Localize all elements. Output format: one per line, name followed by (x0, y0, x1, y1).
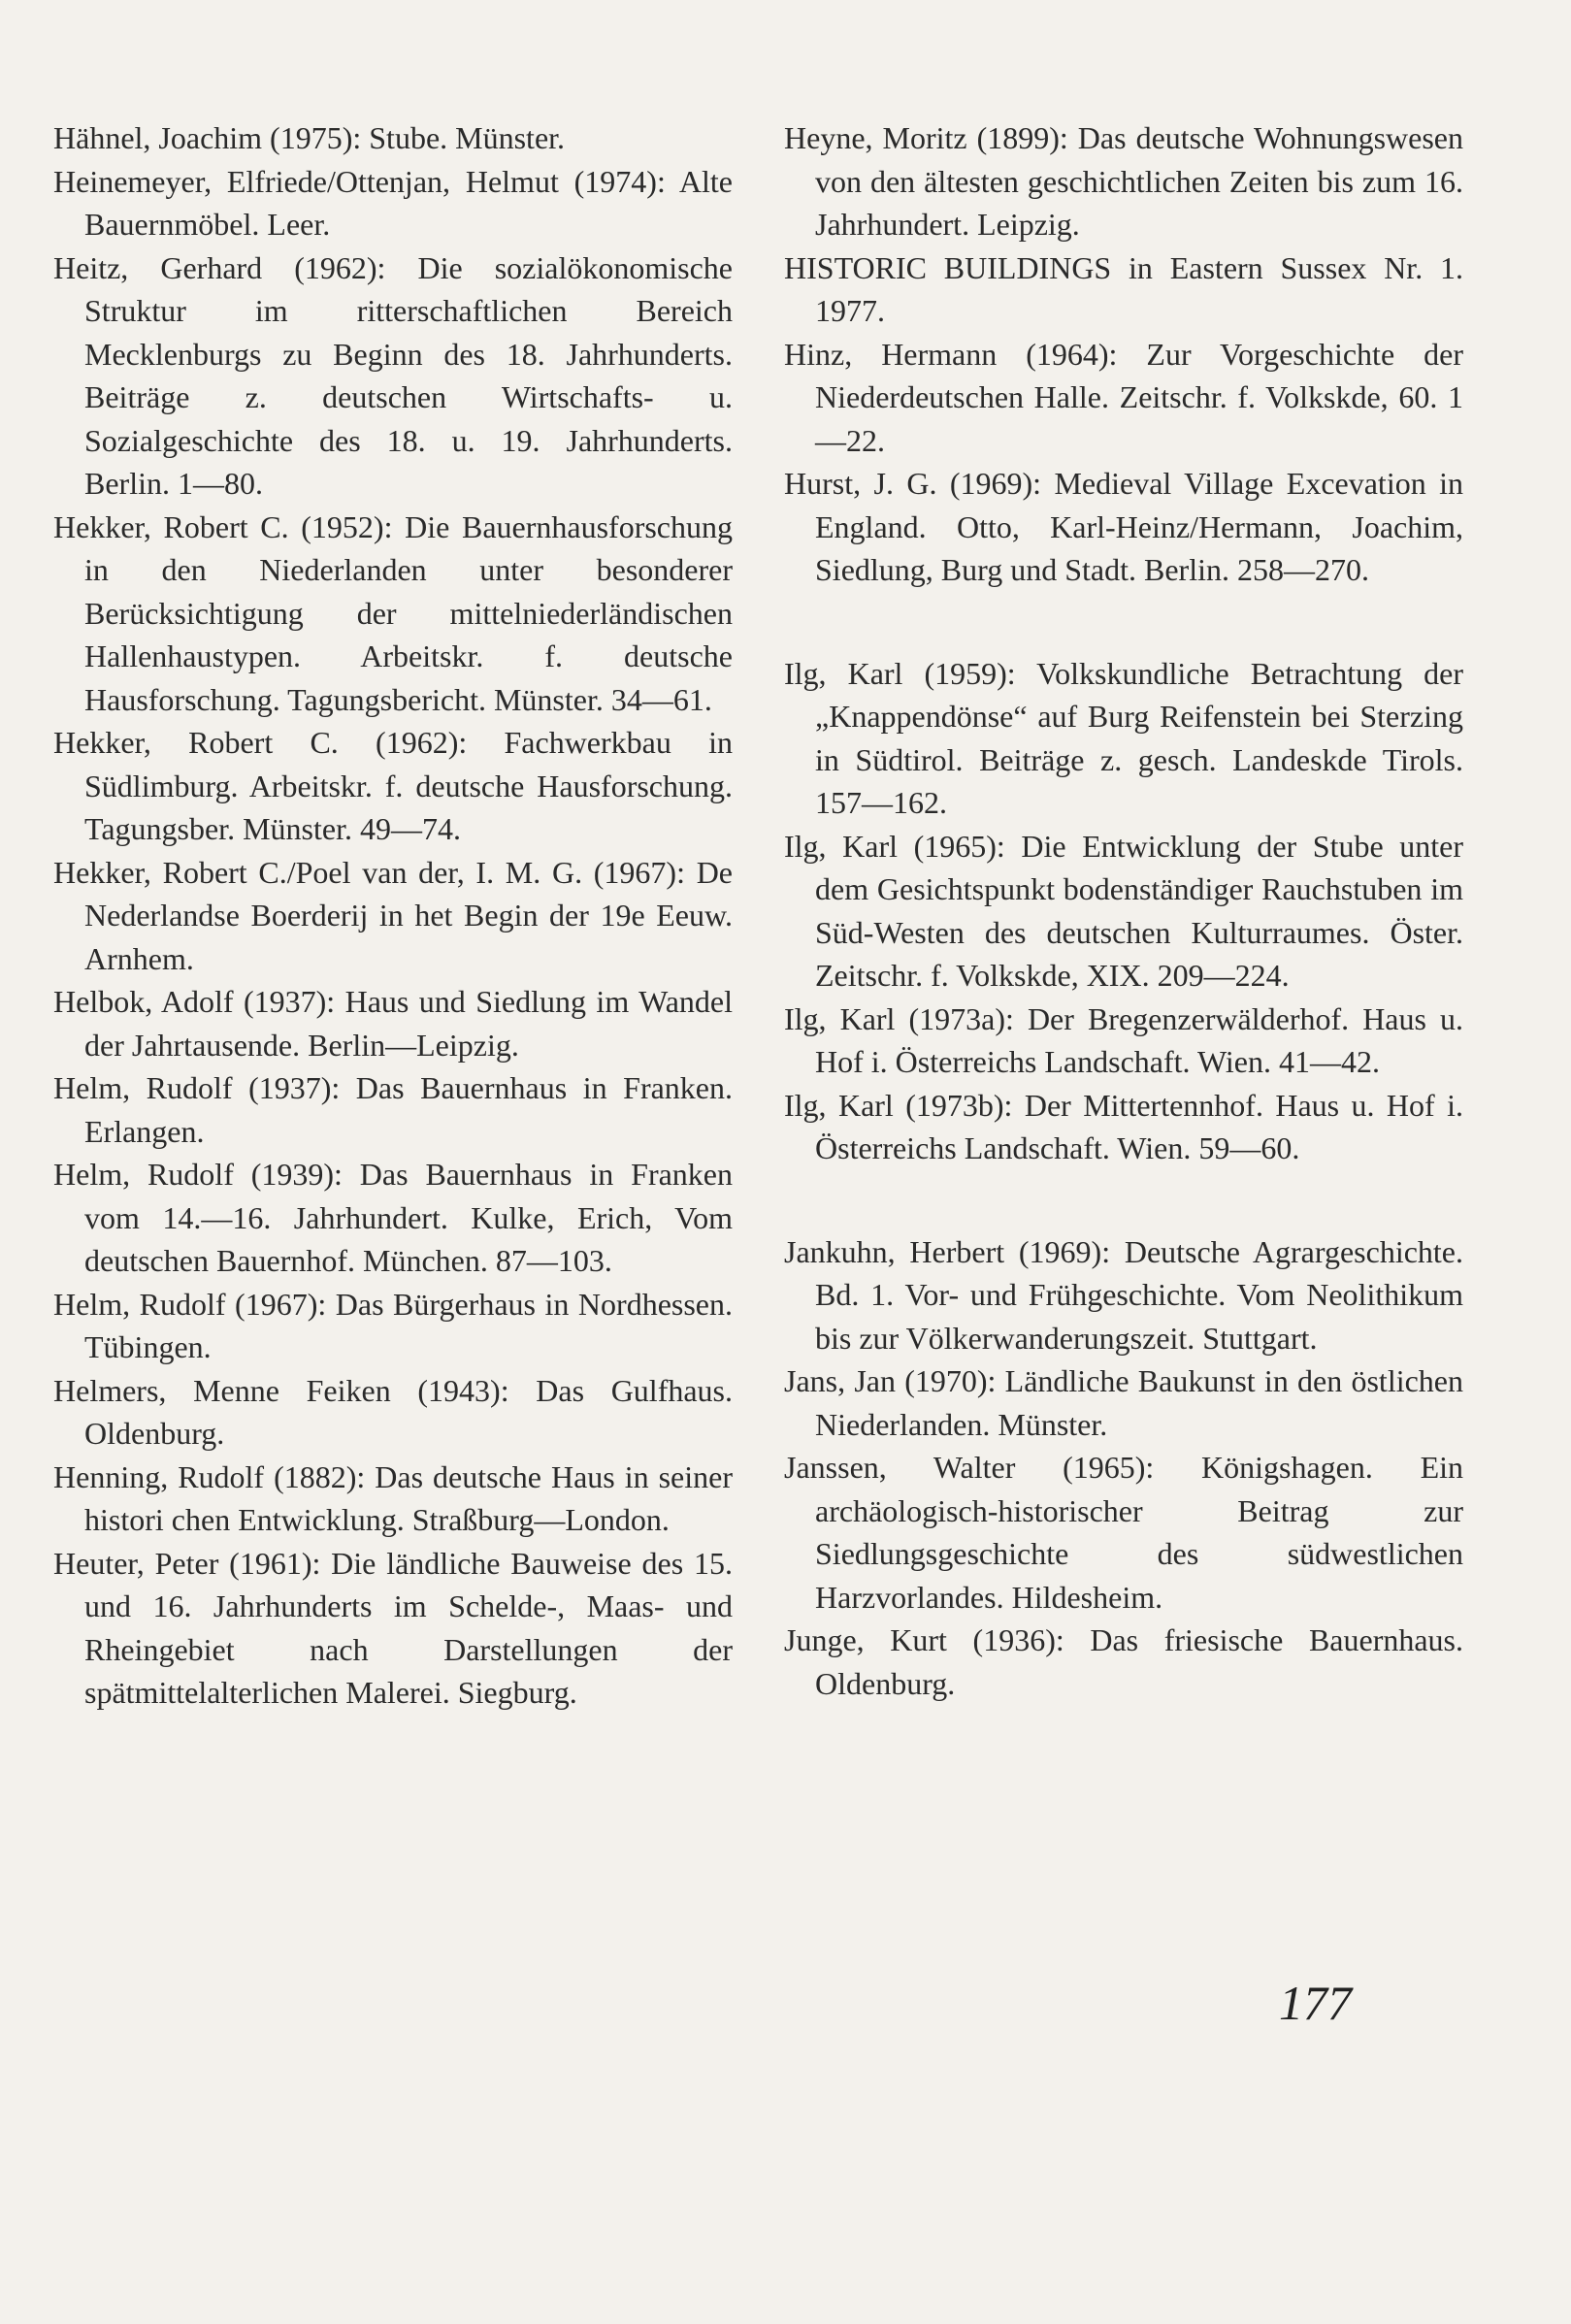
bibliography-entry: Ilg, Karl (1973b): Der Mittertennhof. Haus u. Hof i. Österreichs Landschaft. Wien. 59—60. (784, 1087, 1463, 1165)
bibliography-entry: Henning, Rudolf (1882): Das deutsche Haus in seiner histori chen Entwicklung. Straßburg—London. (53, 1458, 733, 1537)
bibliography-entry: Hekker, Robert C. (1962): Fachwerkbau in Südlimburg. Arbeitskr. f. deutsche Hausforschung. Tagungsber. Münster. 49—74. (53, 725, 733, 846)
bibliography-column-left (53, 116, 733, 1715)
bibliography-group-j (784, 1230, 1463, 1706)
bibliography-entry: Helm, Rudolf (1937): Das Bauernhaus in Franken. Erlangen. (53, 1070, 733, 1149)
bibliography-entry: Heitz, Gerhard (1962): Die sozialökonomische Struktur im ritterschaftlichen Bereich Mecklenburgs zu Beginn des 18. Jahrhunderts. Beiträge z. deutschen Wirtschafts- u. Sozialgeschichte des 18. u. 19. Jahrhunderts. Berlin. 1—80. (53, 249, 733, 501)
bibliography-group-h (784, 116, 1463, 592)
section-gap (784, 592, 1463, 652)
bibliography-entry: Hurst, J. G. (1969): Medieval Village Excevation in England. Otto, Karl-Heinz/Hermann, Joachim, Siedlung, Burg und Stadt. Berlin. 258—270. (784, 466, 1463, 587)
bibliography-entry: Ilg, Karl (1973a): Der Bregenzerwälderhof. Haus u. Hof i. Österreichs Landschaft. Wien. 41—42. (784, 1000, 1463, 1079)
bibliography-entry: Ilg, Karl (1959): Volkskundliche Betrachtung der „Knappendönse“ auf Burg Reifenstein bei Sterzing in Südtirol. Beiträge z. gesch. Landeskde Tirols. 157—162. (784, 655, 1463, 820)
bibliography-entry: Jankuhn, Herbert (1969): Deutsche Agrargeschichte. Bd. 1. Vor- und Frühgeschichte. Vom Neolithikum bis zur Völkerwanderungszeit. Stuttgart. (784, 1233, 1463, 1356)
bibliography-entry: Janssen, Walter (1965): Königshagen. Ein archäologisch-historischer Beitrag zur Siedlungsgeschichte des südwestlichen Harzvorlandes. Hildesheim. (784, 1450, 1463, 1615)
bibliography-entry: Helmers, Menne Feiken (1943): Das Gulfhaus. Oldenburg. (53, 1372, 733, 1451)
bibliography-group-i (784, 652, 1463, 1170)
bibliography-entry: HISTORIC BUILDINGS in Eastern Sussex Nr. 1. 1977. (784, 249, 1463, 328)
bibliography-entry: Heuter, Peter (1961): Die ländliche Bauweise des 15. und 16. Jahrhunderts im Schelde-, Maas- und Rheingebiet nach Darstellungen der spätmittelalterlichen Malerei. Siegburg. (53, 1545, 733, 1710)
bibliography-entry: Heyne, Moritz (1899): Das deutsche Wohnungswesen von den ältesten geschichtlichen Zeiten bis zum 16. Jahrhundert. Leipzig. (784, 120, 1463, 242)
bibliography-entry: Helbok, Adolf (1937): Haus und Siedlung im Wandel der Jahrtausende. Berlin—Leipzig. (53, 984, 733, 1063)
bibliography-entry: Jans, Jan (1970): Ländliche Baukunst in den östlichen Niederlanden. Münster. (784, 1363, 1463, 1442)
bibliography-entry: Hinz, Hermann (1964): Zur Vorgeschichte der Niederdeutschen Halle. Zeitschr. f. Volkskde, 60. 1—22. (784, 336, 1463, 458)
bibliography-entry: Hähnel, Joachim (1975): Stube. Münster. (53, 120, 566, 155)
bibliography-entry: Hekker, Robert C./Poel van der, I. M. G. (1967): De Nederlandse Boerderij in het Begin der 19e Eeuw. Arnhem. (53, 854, 733, 976)
bibliography-entry: Helm, Rudolf (1967): Das Bürgerhaus in Nordhessen. Tübingen. (53, 1286, 733, 1364)
bibliography-column-right (784, 116, 1463, 1705)
page-number: 177 (1279, 1976, 1352, 2030)
bibliography-entry: Hekker, Robert C. (1952): Die Bauernhausforschung in den Niederlanden unter besonderer Berücksichtigung der mittelniederländischen Hallenhaustypen. Arbeitskr. f. deutsche Hausforschung. Tagungsbericht. Münster. 34—61. (53, 508, 733, 717)
bibliography-entry: Helm, Rudolf (1939): Das Bauernhaus in Franken vom 14.—16. Jahrhundert. Kulke, Erich, Vom deutschen Bauernhof. München. 87—103. (53, 1157, 733, 1278)
bibliography-entry: Ilg, Karl (1965): Die Entwicklung der Stube unter dem Gesichtspunkt bodenständiger Rauchstuben im Süd-Westen des deutschen Kulturraumes. Öster. Zeitschr. f. Volkskde, XIX. 209—224. (784, 828, 1463, 993)
section-gap (784, 1170, 1463, 1230)
bibliography-entry: Junge, Kurt (1936): Das friesische Bauernhaus. Oldenburg. (784, 1622, 1463, 1701)
bibliography-entry: Heinemeyer, Elfriede/Ottenjan, Helmut (1974): Alte Bauernmöbel. Leer. (53, 163, 733, 242)
